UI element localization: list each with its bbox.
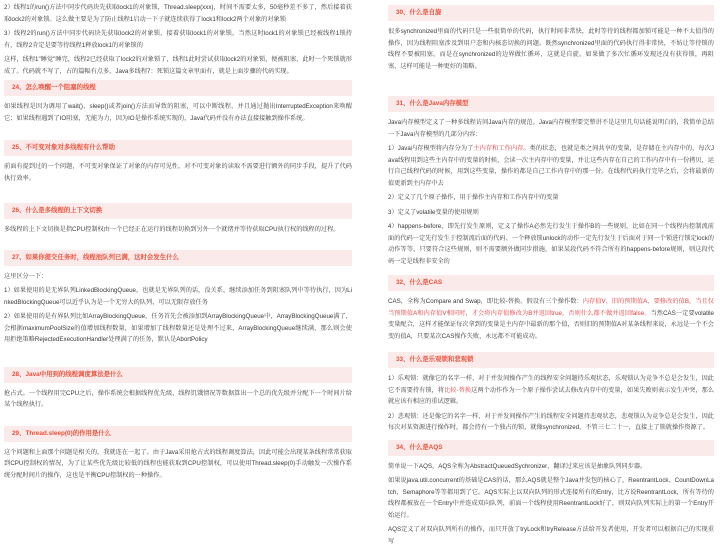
- section-heading: 29、Thread.sleep(0)的作用是什么: [4, 426, 352, 442]
- section-28: [4, 367, 352, 411]
- paragraph: 这里区分一下：: [4, 271, 352, 283]
- list-item: 4）happens-before，即先行发生原则，定义了操作A必然先行发生于操作B的一些规则，比如在同一个线程内控制流前面的代码一定先行发生于控制流后面的代码、一个释放锁unlock的动作一定先行发生于后面对于同一个锁进行锁定lock的动作等等，只要符合这些规则，则不需要额外做同步措施，如果某段代码不符合所有的happens-before规则，则这段代码一定是线程非安全的: [388, 221, 714, 267]
- text-segment: 当然CAS一定要volatile变量配合，这样才能保证每次拿到的变量是主内存中最新的那个值，否则旧的预期值A对某条线程来说，永远是一个不会变的值A，只要某次CAS操作失败，永远都不可能成功。: [388, 310, 714, 340]
- paragraph: 前面有提到过的一个问题，不可变对象保证了对象的内存可见性，对不可变对象的读取不需要进行额外的同步手段，提升了代码执行效率。: [4, 161, 352, 184]
- paragraph: 如果线程是因为调用了wait()、sleep()或者join()方法而导致的阻塞，可以中断线程，并且通过抛出InterruptedException来唤醒它；如果线程遇到了IO阻塞，无能为力，因为IO是操作系统实现的，Java代码并没有办法直接接触到操作系统。: [4, 101, 352, 124]
- section-heading: 34、什么是AQS: [388, 440, 714, 456]
- text-segment: 这两个动作作为一个原子操作尝试去修改内存中的变量，如果失败则表示发生冲突，那么就应该有相应的重试逻辑。: [388, 387, 714, 406]
- list-item: 2）定义了几个原子操作，用于操作主内存和工作内存中的变量: [388, 192, 714, 204]
- section-heading: 32、什么是CAS: [388, 275, 714, 291]
- paragraph: 如果说java.util.concurrent的基础是CAS的话，那么AQS就是整个Java并发包的核心了，ReentrantLock、CountDownLatch、Semaphore等等都用到了它。AQS实际上以双向队列的形式连接所有的Entry，比方说ReentrantLock，所有等待的线程都被放在一个Entry中并连成双向队列，前面一个线程使用ReentrantLock好了，则双向队列实际上的第一个Entry开始运行。: [388, 475, 714, 521]
- section-heading: 25、不可变对象对多线程有什么帮助: [4, 140, 352, 156]
- paragraph: 2）线程1的run()方法中同步代码块先获取lock1的对象锁，Thread.sleep(xxx)，时间不需要太多，50毫秒差不多了，然后接着获取lock2的对象锁。这么做主要是为了防止线程1启动一下子就连续获得了lock1和lock2两个对象的对象锁: [4, 2, 352, 25]
- list-item: 3）定义了volatile变量的使用规则: [388, 207, 714, 219]
- list-item: [388, 373, 714, 408]
- section-heading: 24、怎么唤醒一个阻塞的线程: [4, 80, 352, 96]
- right-column: [388, 0, 714, 526]
- paragraph: 很多synchronized里面的代码只是一些很简单的代码，执行时间非常快，此时等待的线程都加锁可能是一种不太值得的操作，因为线程阻塞涉及到用户态和内核态切换的问题。既然synchronized里面的代码执行得非常快，不妨让等待锁的线程不要被阻塞，而是在synchronized的边界做忙循环，这就是自旋。如果做了多次忙循环发现还没有获得锁，再阻塞，这样可能是一种更好的策略。: [388, 26, 714, 72]
- text-segment: 。类的状态，也就是类之间共享的变量，是存储在主内存中的，每次Java线程用到这些主内存中的变量的时候，会读一次主内存中的变量，并让这些内存在自己的工作内存中有一份拷贝，运行自己线程代码的时候，用到这些变量，操作的都是自己工作内存中的那一份。在线程代码执行完毕之后，会将最新的值更新到主内存中去: [388, 145, 714, 187]
- section-heading: 26、什么是多线程的上下文切换: [4, 203, 352, 219]
- paragraph: 这个问题和上面那个问题是相关的，我就连在一起了。由于Java采用抢占式的线程调度算法，因此可能会出现某条线程常常获取到CPU控制权的情况，为了让某些优先级比较低的线程也能获取到CPU控制权，可以使用Thread.sleep(0)手动触发一次操作系统分配时间片的操作，这也是平衡CPU控制权的一种操作。: [4, 447, 352, 482]
- section-heading: 27、如果你提交任务时，线程池队列已满，这时会发生什么: [4, 250, 352, 266]
- section-33: [388, 352, 714, 434]
- section-26: [4, 203, 352, 236]
- section-29: [4, 426, 352, 482]
- paragraph: 3）线程2的run()方法中同步代码块先获取lock2的对象锁，接着获取lock1的对象锁，当然这时lock1的对象锁已经被线程1锁持有，线程2肯定是要等待线程1释放lock1的对象锁的: [4, 28, 352, 51]
- section-32: [388, 275, 714, 342]
- section-34: [388, 440, 714, 547]
- paragraph: AQS定义了对双向队列所有的操作，而只开放了tryLock和tryRelease方法给开发者使用，开发者可以根据自己的实现重写: [388, 524, 714, 547]
- intro-continuation: [4, 2, 352, 77]
- left-column: [4, 0, 352, 526]
- section-heading: 33、什么是乐观锁和悲观锁: [388, 352, 714, 368]
- section-heading: 30、什么是自旋: [388, 5, 714, 21]
- paragraph: 简单说一下AQS，AQS全称为AbstractQueuedSychronizer，翻译过来应该是抽象队列同步器。: [388, 461, 714, 473]
- list-item: 2）如果使用的是有界队列比如ArrayBlockingQueue，任务首先会被添加到ArrayBlockingQueue中，ArrayBlockingQueue满了，会根据maximumPoolSize的值增加线程数量，如果增加了线程数量还是处理不过来，ArrayBlockingQueue继续满，那么则会使用拒绝策略RejectedExecutionHandler处理满了的任务，默认是AbortPolicy: [4, 311, 352, 346]
- section-heading: 28、Java中用到的线程调度算法是什么: [4, 367, 352, 383]
- highlighted-text: 比较-替换: [444, 387, 471, 394]
- highlighted-text: 主内存和工作内存: [473, 145, 523, 152]
- paragraph: [388, 296, 714, 342]
- section-24: [4, 80, 352, 124]
- paragraph: 这样，线程1"睡觉"睡完，线程2已经获取了lock2的对象锁了，线程1此时尝试获取lock2的对象锁，便被阻塞，此时一个死锁就形成了。代码就不写了，占的篇幅有点多，Java多线程7：死锁这篇文章里面有，就是上面步骤的代码实现。: [4, 54, 352, 77]
- paragraph: Java内存模型定义了一种多线程访问Java内存的规范。Java内存模型要完整讲不是这里几句话能说明白的，我简单总结一下Java内存模型的几部分内容：: [388, 117, 714, 140]
- section-30: [388, 5, 714, 72]
- section-25: [4, 140, 352, 184]
- list-item: [388, 143, 714, 189]
- section-31: [388, 96, 714, 267]
- text-segment: 1）Java内存模型将内存分为了: [388, 145, 473, 152]
- highlighted-text: 内存值V、旧的预期值A、要修改的值B，当且仅当预期值A和内存值V相同时，才会将内存值修改为B并返回true，否则什么都不做并返回false。: [388, 298, 714, 317]
- paragraph: 抢占式。一个线程用完CPU之后，操作系统会根据线程优先级、线程饥饿情况等数据算出一个总的优先级并分配下一个时间片给某个线程执行。: [4, 388, 352, 411]
- list-item: 1）如果使用的是无界队列LinkedBlockingQueue，也就是无界队列的话，没关系，继续添加任务到阻塞队列中等待执行，因为LinkedBlockingQueue可以近乎认为是一个无穷大的队列，可以无限存放任务: [4, 285, 352, 308]
- text-segment: CAS，全称为Compare and Swap，即比较-替换。假设有三个操作数：: [388, 298, 583, 305]
- list-item: 2）悲观锁：还是像它的名字一样，对于并发间操作产生的线程安全问题持悲观状态，悲观锁认为竞争总是会发生，因此每次对某资源进行操作时，都会持有一个独占的锁，就像synchronized，不管三七二十一，直接上了锁就操作资源了。: [388, 411, 714, 434]
- section-heading: 31、什么是Java内存模型: [388, 96, 714, 112]
- section-27: [4, 250, 352, 346]
- text-segment: 1）乐观锁：就像它的名字一样，对于并发间操作产生的线程安全问题持乐观状态，乐观锁认为竞争不总是会发生，因此它不需要持有锁，将: [388, 375, 714, 394]
- paragraph: 多线程的上下文切换是指CPU控制权由一个已经正在运行的线程切换到另外一个就绪并等待获取CPU执行权的线程的过程。: [4, 224, 352, 236]
